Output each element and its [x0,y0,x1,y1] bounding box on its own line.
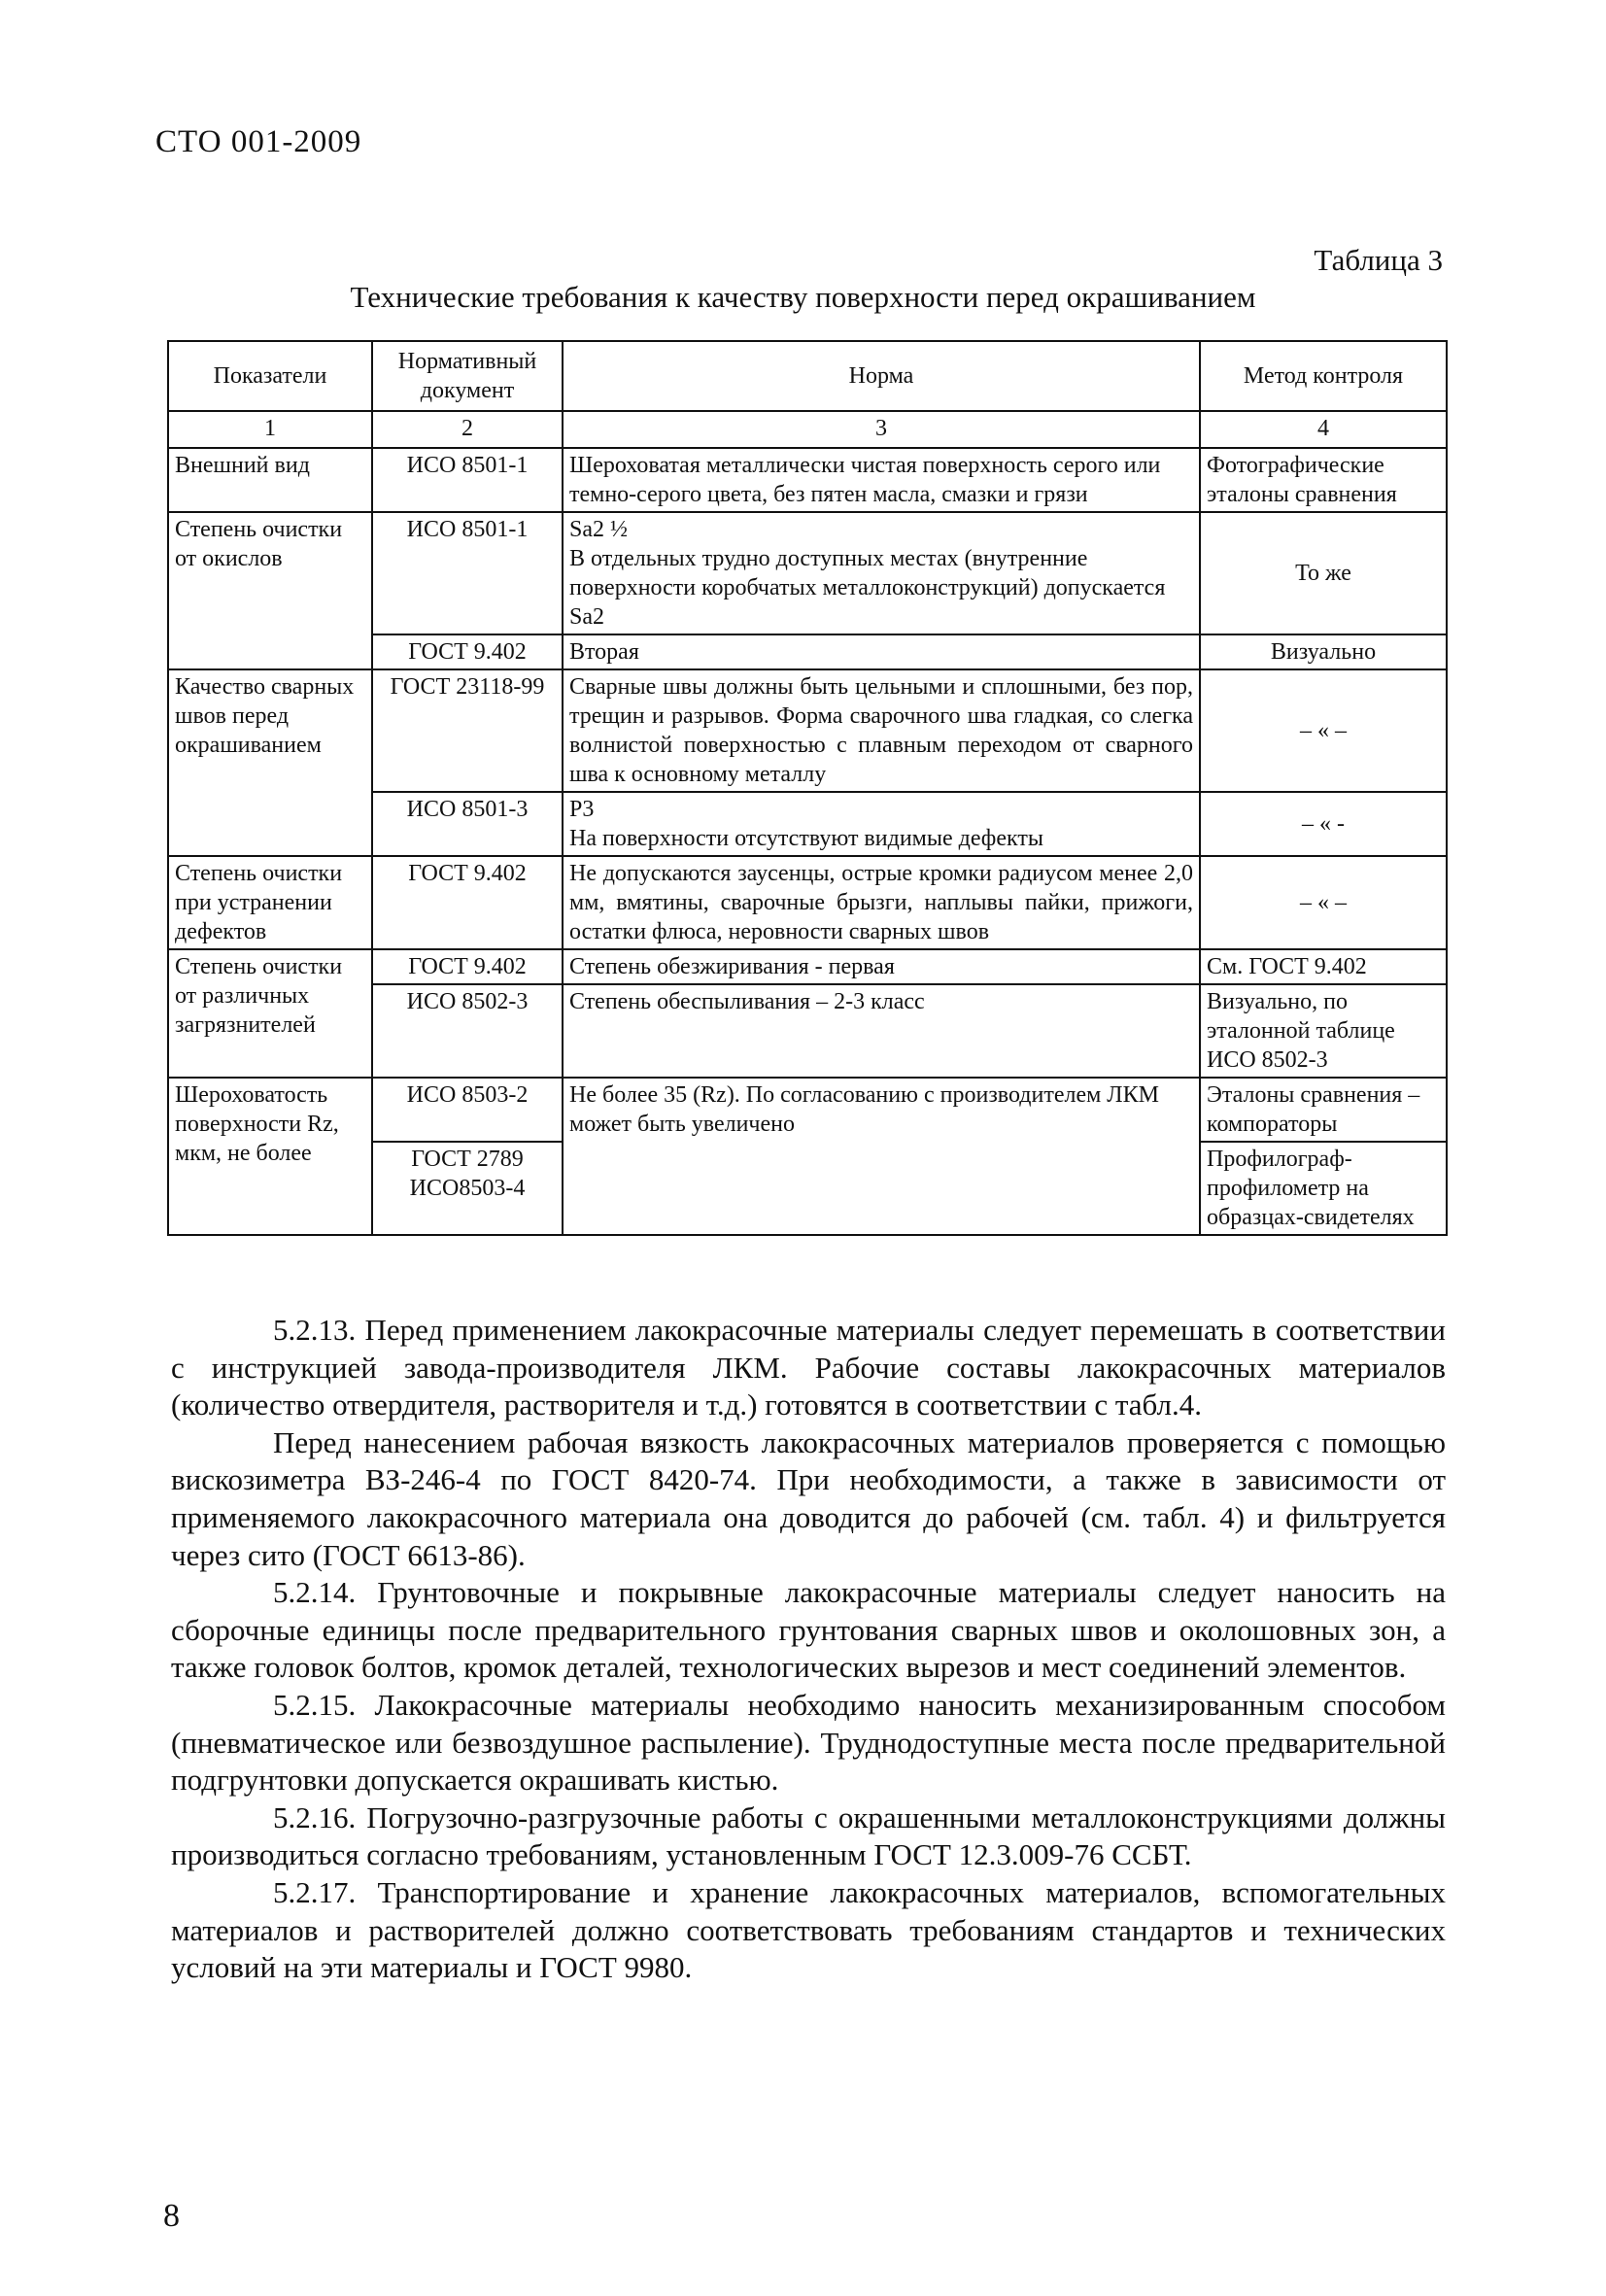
indicator-cell: Шероховатость поверхности Rz, мкм, не более [168,1078,372,1235]
doc-cell: ГОСТ 23118-99 [372,669,563,792]
method-cell: – « - [1200,792,1447,856]
requirements-table [167,340,1448,1236]
method-cell: Фотографические эталоны сравнения [1200,448,1447,512]
method-cell: См. ГОСТ 9.402 [1200,949,1447,984]
document-code: СТО 001-2009 [155,124,362,159]
norm-cell: Вторая [563,634,1200,669]
norm-line: Sa2 ½ [569,517,628,542]
method-cell: Профилограф-профилометр на образцах-свидетелях [1200,1142,1447,1235]
doc-cell: ИСО 8501-1 [372,448,563,512]
column-number: 4 [1200,411,1447,448]
doc-cell: ГОСТ 9.402 [372,856,563,949]
header-norm: Норма [563,341,1200,411]
indicator-cell: Качество сварных швов перед окрашиванием [168,669,372,856]
norm-cell: Не более 35 (Rz). По согласованию с производителем ЛКМ может быть увеличено [563,1078,1200,1235]
indicator-cell: Степень очистки от окислов [168,512,372,669]
paragraph-viscosity: Перед нанесением рабочая вязкость лакокрасочных материалов проверяется с помощью вискозиметра ВЗ-246-4 по ГОСТ 8420-74. При необходимости, а также в зависимости от применяемого лакокрасочного материала она доводится до рабочей (см. табл. 4) и фильтруется через сито (ГОСТ 6613-86). [171,1424,1446,1572]
table-header-row [168,341,1447,411]
norm-line: В отдельных трудно доступных местах (внутренние поверхности коробчатых металлоконструкций) допускается Sa2 [569,546,1166,630]
doc-cell: ГОСТ 9.402 [372,949,563,984]
table-row [168,669,1447,792]
table-row [168,949,1447,984]
table-row [168,448,1447,512]
paragraph-5-2-13: 5.2.13. Перед применением лакокрасочные материалы следует перемешать в соответствии с инструкцией завода-производителя ЛКМ. Рабочие составы лакокрасочных материалов (количество отвердителя, растворителя и т.д.) готовятся в соответствии с табл.4. [171,1313,1446,1422]
method-cell: Эталоны сравнения – компораторы [1200,1078,1447,1142]
column-number: 2 [372,411,563,448]
page-number: 8 [163,2198,180,2234]
method-cell: Визуально, по эталонной таблице ИСО 8502-3 [1200,984,1447,1078]
norm-cell [563,512,1200,634]
indicator-cell: Степень очистки от различных загрязнителей [168,949,372,1078]
paragraph-5-2-16: 5.2.16. Погрузочно-разгрузочные работы с окрашенными металлоконструкциями должны производиться согласно требованиям, установленным ГОСТ 12.3.009-76 ССБТ. [171,1799,1446,1872]
norm-cell: Не допускаются заусенцы, острые кромки радиусом менее 2,0 мм, вмятины, сварочные брызги, наплывы пайки, прижоги, остатки флюса, неровности сварных швов [563,856,1200,949]
method-cell: – « – [1200,856,1447,949]
header-indicators: Показатели [168,341,372,411]
paragraph-5-2-15: 5.2.15. Лакокрасочные материалы необходимо наносить механизированным способом (пневматическое или безвоздушное распыление). Труднодоступные места после предварительной подгрунтовки допускается окрашивать кистью. [171,1687,1446,1798]
table-caption: Таблица 3 [1314,243,1443,277]
body-text [171,1312,1446,1987]
doc-cell: ИСО 8501-3 [372,792,563,856]
norm-cell: Степень обезжиривания - первая [563,949,1200,984]
method-cell: То же [1200,512,1447,634]
header-normative-doc: Нормативный документ [372,341,563,411]
column-number-row [168,411,1447,448]
norm-line: Р3 [569,797,595,822]
method-cell: – « – [1200,669,1447,792]
paragraph-5-2-17: 5.2.17. Транспортирование и хранение лакокрасочных материалов, вспомогательных материалов и растворителей должно соответствовать требованиям стандартов и технических условий на эти материалы и ГОСТ 9980. [171,1874,1446,1985]
doc-cell: ИСО 8501-1 [372,512,563,634]
indicator-cell: Степень очистки при устранении дефектов [168,856,372,949]
indicator-cell: Внешний вид [168,448,372,512]
norm-cell [563,792,1200,856]
table-row [168,1078,1447,1142]
doc-cell: ГОСТ 9.402 [372,634,563,669]
doc-cell: ИСО 8502-3 [372,984,563,1078]
norm-cell: Шероховатая металлически чистая поверхность серого или темно-серого цвета, без пятен масла, смазки и грязи [563,448,1200,512]
table-row [168,512,1447,634]
header-control-method: Метод контроля [1200,341,1447,411]
column-number: 3 [563,411,1200,448]
norm-line: На поверхности отсутствуют видимые дефекты [569,826,1043,851]
method-cell: Визуально [1200,634,1447,669]
doc-cell: ГОСТ 2789 ИСО8503-4 [372,1142,563,1235]
paragraph-5-2-14: 5.2.14. Грунтовочные и покрывные лакокрасочные материалы следует наносить на сборочные единицы после предварительного грунтования сварных швов и околошовных зон, а также головок болтов, кромок деталей, технологических вырезов и мест соединений элементов. [171,1575,1446,1685]
table-title: Технические требования к качеству поверхности перед окрашиванием [350,280,1256,314]
table-row [168,856,1447,949]
norm-cell: Сварные швы должны быть цельными и сплошными, без пор, трещин и разрывов. Форма сварочного шва гладкая, со слегка волнистой поверхностью с плавным переходом от сварного шва к основному металлу [563,669,1200,792]
doc-cell: ИСО 8503-2 [372,1078,563,1142]
column-number: 1 [168,411,372,448]
norm-cell: Степень обеспыливания – 2-3 класс [563,984,1200,1078]
